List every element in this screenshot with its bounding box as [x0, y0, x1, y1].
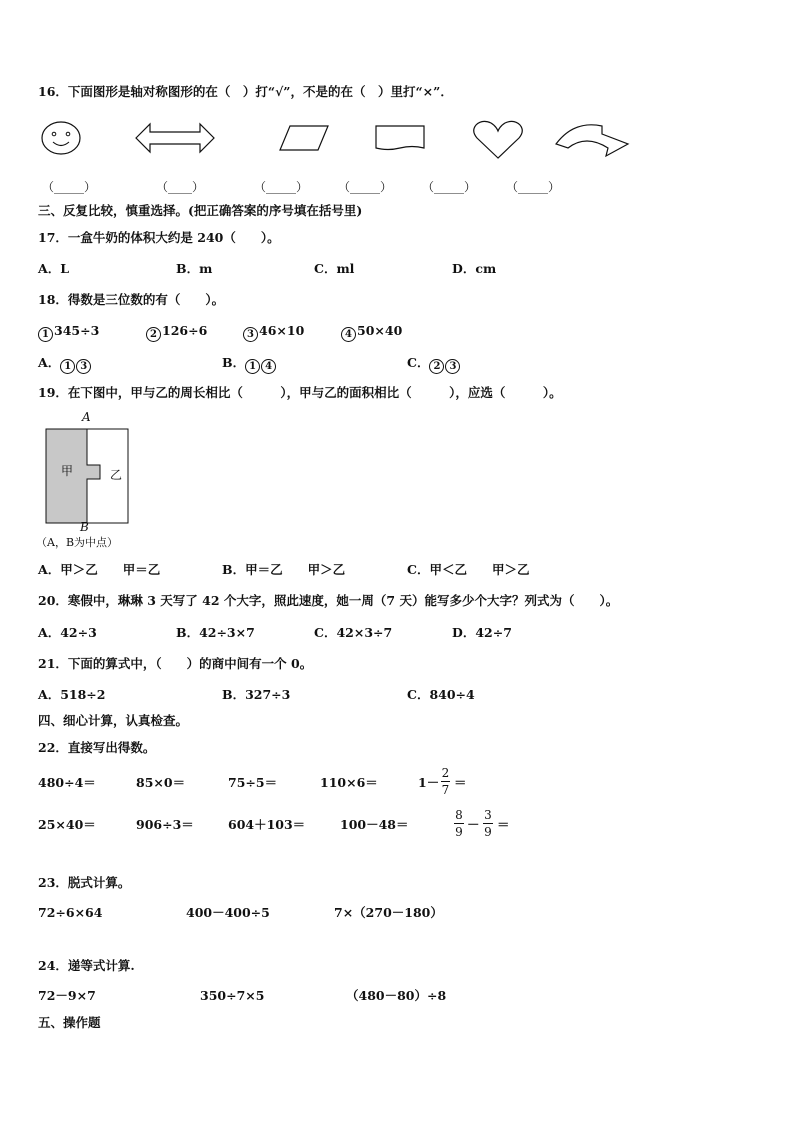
- q22-frac2-equals: ＝: [497, 817, 510, 832]
- q19-option-a[interactable]: A．甲＞乙 甲＝乙: [38, 562, 161, 577]
- question-16-text: 16．下面图形是轴对称图形的在（ ）打“√”，不是的在（ ）里打“×”．: [38, 84, 453, 99]
- q20-option-a[interactable]: A．42÷3: [38, 625, 97, 640]
- q22-fraction-8-9: 8 9: [455, 808, 463, 839]
- answer-blank-2[interactable]: （____）: [156, 180, 205, 194]
- figure-caption: （A，B为中点）: [36, 536, 119, 549]
- q21-option-a[interactable]: A．518÷2: [38, 687, 106, 702]
- q18-item-4: 4 50×40: [341, 323, 402, 342]
- label-yi: 乙: [110, 468, 123, 482]
- answer-blank-6[interactable]: （_____）: [506, 180, 561, 194]
- q21-option-c[interactable]: C．840÷4: [407, 687, 475, 702]
- q22-expr-6: 906÷3＝: [136, 817, 194, 832]
- q24-expr-2: 350÷7×5: [200, 988, 265, 1003]
- q19-figure: [36, 410, 146, 550]
- q18-item-1: 1 345÷3: [38, 323, 99, 342]
- q19-option-c[interactable]: C．甲＜乙 甲＞乙: [407, 562, 530, 577]
- q24-expr-1: 72－9×7: [38, 988, 96, 1003]
- q18-option-c[interactable]: C． 2 3: [407, 355, 461, 374]
- q22-expr-8: 100－48＝: [340, 817, 409, 832]
- q21-option-b[interactable]: B．327÷3: [222, 687, 291, 702]
- q22-frac-lead: 1－: [418, 775, 440, 790]
- q19-option-b[interactable]: B．甲＝乙 甲＞乙: [222, 562, 346, 577]
- smiley-face-icon: [40, 120, 82, 156]
- q24-expr-3: （480－80）÷8: [346, 988, 447, 1003]
- answer-blank-5[interactable]: （_____）: [422, 180, 477, 194]
- q22-frac-equals: ＝: [454, 775, 467, 790]
- section-4-heading: 四、细心计算，认真检查。: [38, 713, 189, 728]
- label-jia: 甲: [61, 464, 74, 478]
- q17-option-b[interactable]: B．m: [176, 261, 213, 276]
- question-20-text: 20．寒假中，琳琳 3 天写了 42 个大字，照此速度，她一周（7 天）能写多少个大字？列式为（ ）。: [38, 593, 619, 608]
- q22-expr-7: 604＋103＝: [228, 817, 306, 832]
- curved-arrow-icon: [552, 118, 632, 158]
- question-18-text: 18．得数是三位数的有（ ）。: [38, 292, 225, 307]
- q22-expr-2: 85×0＝: [136, 775, 186, 790]
- q18-item-2: 2 126÷6: [146, 323, 207, 342]
- answer-blank-3[interactable]: （_____）: [254, 180, 309, 194]
- q23-expr-1: 72÷6×64: [38, 905, 103, 920]
- q17-option-a[interactable]: A．L: [38, 261, 69, 276]
- question-19-text: 19．在下图中，甲与乙的周长相比（ ），甲与乙的面积相比（ ），应选（ ）。: [38, 385, 562, 400]
- question-17-text: 17．一盒牛奶的体积大约是 240（ ）。: [38, 230, 280, 245]
- question-23-text: 23．脱式计算。: [38, 875, 131, 890]
- q20-option-c[interactable]: C．42×3÷7: [314, 625, 393, 640]
- q18-option-a[interactable]: A． 1 3: [38, 355, 92, 374]
- question-24-text: 24．递等式计算.: [38, 958, 135, 973]
- q22-fraction-3-9: 3 9: [484, 808, 492, 839]
- label-b: B: [80, 520, 89, 534]
- q22-expr-3: 75÷5＝: [228, 775, 278, 790]
- q20-option-b[interactable]: B．42÷3×7: [176, 625, 255, 640]
- label-a: A: [82, 410, 91, 424]
- flag-rectangle-icon: [374, 124, 426, 152]
- q22-fraction-2-7: 2 7: [441, 766, 450, 797]
- question-21-text: 21．下面的算式中，（ ）的商中间有一个 0。: [38, 656, 313, 671]
- q22-expr-5: 25×40＝: [38, 817, 96, 832]
- q23-expr-3: 7×（270－180）: [334, 905, 443, 920]
- q23-expr-2: 400－400÷5: [186, 905, 270, 920]
- q22-expr-1: 480÷4＝: [38, 775, 96, 790]
- section-5-heading: 五、操作题: [38, 1015, 101, 1030]
- question-22-text: 22．直接写出得数。: [38, 740, 156, 755]
- q20-option-d[interactable]: D．42÷7: [452, 625, 512, 640]
- q18-item-3: 3 46×10: [243, 323, 304, 342]
- answer-blank-4[interactable]: （_____）: [338, 180, 393, 194]
- q18-option-b[interactable]: B． 1 4: [222, 355, 277, 374]
- parallelogram-icon: [278, 124, 330, 152]
- q17-option-d[interactable]: D．cm: [452, 261, 497, 276]
- section-3-heading: 三、反复比较，慎重选择。(把正确答案的序号填在括号里): [38, 203, 363, 218]
- answer-blank-1[interactable]: （_____）: [42, 180, 97, 194]
- q22-frac-minus: －: [467, 817, 480, 832]
- heart-icon: [471, 120, 525, 160]
- q22-expr-4: 110×6＝: [320, 775, 378, 790]
- double-arrow-icon: [134, 121, 216, 155]
- q17-option-c[interactable]: C．ml: [314, 261, 355, 276]
